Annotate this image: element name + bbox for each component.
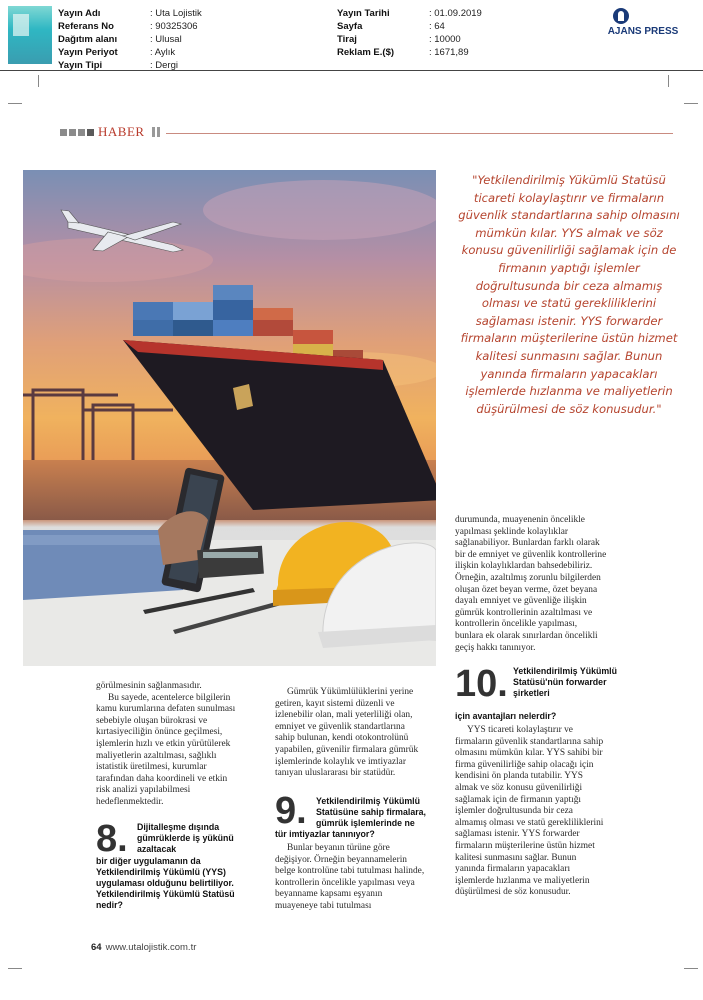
- publication-url[interactable]: www.utalojistik.com.tr: [105, 942, 197, 953]
- ajans-press-icon: [613, 8, 629, 24]
- crop-mark: [8, 103, 22, 104]
- crop-mark: [684, 103, 698, 104]
- question-heading: Dijitalleşme dışında gümrüklerde iş yükünü azaltacak: [137, 822, 234, 854]
- meta-label: Sayfa: [337, 21, 363, 32]
- page-footer: [91, 942, 196, 953]
- section-label: HABER: [98, 124, 145, 139]
- question-heading-cont: bir diğer uygulamanın da Yetkilendirilmiş Yükümlü (YYS) uygulaması olduğunu belirtiliyor. Yetkilendirilmiş Yükümlü Statüsü nedir?: [96, 856, 235, 910]
- question-number: 8.: [96, 818, 128, 860]
- question-number: 9.: [275, 790, 307, 832]
- meta-value: : Ulusal: [150, 34, 182, 45]
- meta-right: [337, 7, 482, 59]
- crop-mark: [684, 968, 698, 969]
- clipping-thumbnail[interactable]: [8, 6, 52, 64]
- paragraph: Gümrük Yükümlülüklerini yerine getiren, kayıt sistemi düzenli ve izlenebilir olan, mali yeterliliği olan, emniyet ve güvenlik standartlarına sahip bulunan, kendi otokontrolünü yapabilen, güvenilir firmalara gümrük işlemlerinde kolaylık ve imtiyazlar tanıyan uluslararası bir statüdür.: [275, 687, 419, 779]
- press-clipping-header: [0, 0, 703, 71]
- question-heading-cont: için avantajları nelerdir?: [455, 711, 557, 721]
- decor-square: [60, 129, 67, 136]
- meta-label: Tiraj: [337, 34, 357, 45]
- meta-value: : 10000: [429, 34, 461, 45]
- section-header: [60, 126, 673, 140]
- meta-value: : 1671,89: [429, 47, 469, 58]
- section-rule: [166, 133, 673, 134]
- meta-value: : 01.09.2019: [429, 8, 482, 19]
- article-column-2: [275, 687, 425, 780]
- paragraph: görülmesinin sağlanmasıdır.: [96, 681, 202, 691]
- meta-left: [58, 7, 202, 72]
- crop-mark: [668, 75, 669, 87]
- decor-square: [69, 129, 76, 136]
- article-column-3: [455, 515, 607, 654]
- page-number: 64: [91, 942, 102, 953]
- question-heading: Yetkilendirilmiş Yükümlü Statüsü'nün forwarder şirketleri: [513, 666, 617, 698]
- meta-label: Yayın Periyot: [58, 47, 118, 58]
- pull-quote: "Yetkilendirilmiş Yükümlü Statüsü ticareti kolaylaştırır ve firmaların güvenlik standartlarına sahip olmasını mümkün kılar. YYS almak ve söz konusu güvenilirliği sağlamak için de firmanın yaptığı işlemler doğrultusunda bir ceza almamış olması ve statü gerekliliklerini sağlaması istenir. YYS forwarder firmaların müşterilerine üstün hizmet kalitesi sunmasını sağlar. Bunun yanında firmaların yapacakları işlemlerde hızlanma ve maliyetlerin düşürülmesi de söz konusudur.": [458, 173, 680, 416]
- article-column-1: [96, 681, 241, 809]
- meta-label: Yayın Adı: [58, 8, 101, 19]
- meta-label: Referans No: [58, 21, 114, 32]
- meta-value: : 90325306: [150, 21, 198, 32]
- meta-value: : Aylık: [150, 47, 176, 58]
- question-heading: Yetkilendirilmiş Yükümlü Statüsüne sahip firmalara, gümrük işlemlerinde ne: [316, 796, 426, 828]
- question-heading-cont: tür imtiyazlar tanınıyor?: [275, 829, 375, 839]
- decor-square: [78, 129, 85, 136]
- crop-mark: [38, 75, 39, 87]
- decor-square: [87, 129, 94, 136]
- ajans-press-name: AJANS PRESS: [607, 26, 679, 37]
- paragraph: durumunda, muayenenin öncelikle yapılması şeklinde kolaylıklar sağlanabiliyor. Bunlardan farklı olarak bir de emniyet ve güvenlik kontrollerine ilişkin kolaylıklardan bahsedebiliriz. Örneğin, azaltılmış zorunlu bilgilerden oluşan özet beyan verme, özet beyana dayalı emniyet ve güvenliğe ilişkin gümrük kontrollerinin azaltılması ve kontrollerin öncelikle yapılması, bunlara ek olarak sınırlardan öncelikli geçiş hakkı tanınıyor.: [455, 515, 607, 653]
- meta-label: Reklam E.($): [337, 47, 395, 58]
- article-photo[interactable]: [23, 170, 436, 666]
- meta-label: Dağıtım alanı: [58, 34, 118, 45]
- meta-value: : 64: [429, 21, 445, 32]
- meta-label: Yayın Tarihi: [337, 8, 390, 19]
- meta-value: : Uta Lojistik: [150, 8, 202, 19]
- paragraph: YYS ticareti kolaylaştırır ve firmaların güvenlik standartlarına sahip olmasını mümkün kılar. YYS sahibi bir firma güvenilirliğe sahip olacağı için kendisini ön planda tutabilir. YYS almak ve söz konusu güvenilirliği sağlamak için de firmanın yaptığı işlemler doğrultusunda bir ceza almamış olması ve statü gerekliliklerini sağlaması istenir. YYS forwarder firmaların müşterilerine üstün hizmet kalitesi sunmasını sağlar. Bunun yanında firmaların yapacakları işlemlerde hızlanma ve maliyetlerin düşürülmesi de söz konusudur.: [455, 725, 604, 898]
- paragraph: Bu sayede, acentelerce bilgilerin kamu kurumlarına defaten sunulması sebebiyle oluşan bürokrasi ve kırtasiyeciliğin önünce geçilmesi, işlemlerin hızlı ve etkin yürütülerek maliyetlerin azaltılması, sağlıklı istatistik üretilmesi, kurumlar tarafından daha koordineli ve etkin risk analizi yapılabilmesi hedeflenmektedir.: [96, 692, 236, 807]
- paragraph: Bunlar beyanın türüne göre değişiyor. Örneğin beyannamelerin belge kontrolüne tabi tutulması halinde, kontrollerin öncelikle yapılması veya beyanname kapsamı eşyanın muayeneye tabi tutulması: [275, 843, 425, 911]
- cargo-ship-collage: [23, 170, 436, 666]
- meta-value: : Dergi: [150, 60, 178, 71]
- article-column-3-cont: [455, 725, 607, 899]
- question-number: 10.: [455, 663, 508, 705]
- crop-mark: [8, 968, 22, 969]
- article-column-2-cont: [275, 843, 425, 913]
- decor-grid-icon: [152, 127, 162, 137]
- meta-label: Yayın Tipi: [58, 60, 103, 71]
